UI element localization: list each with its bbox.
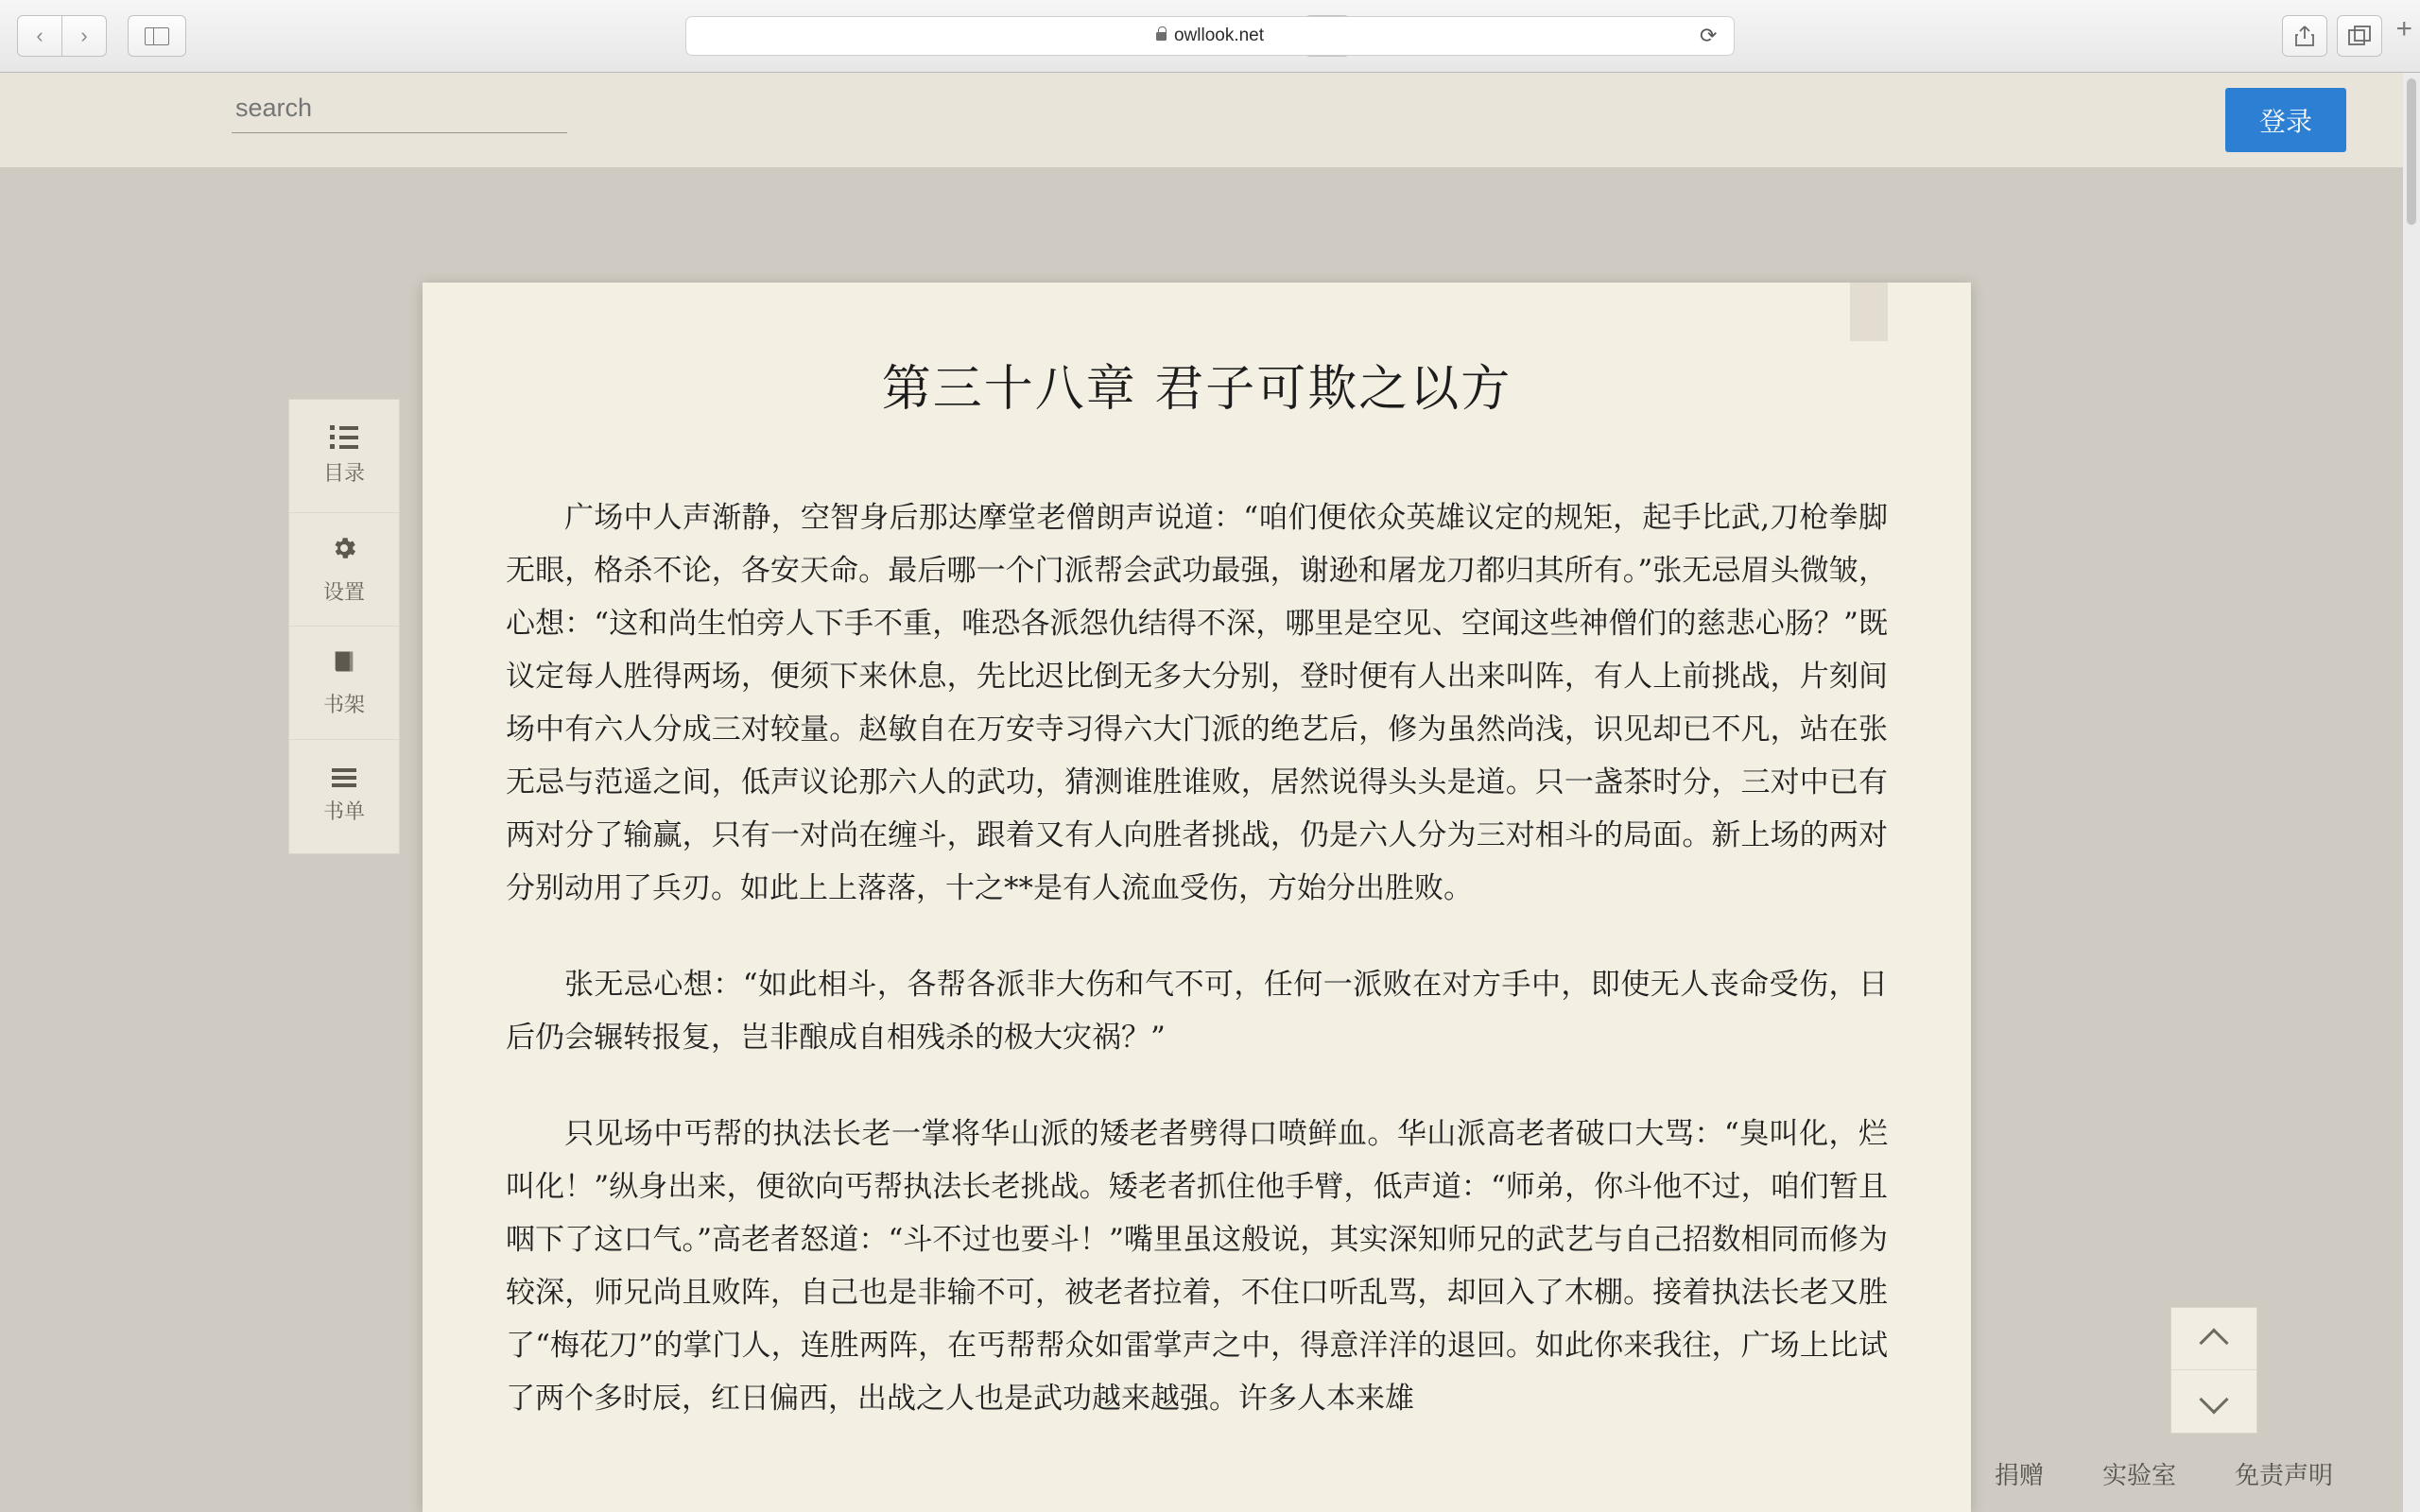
tool-item-catalog[interactable]: [289, 400, 399, 513]
book-icon: [331, 648, 357, 680]
new-tab-button[interactable]: +: [2395, 13, 2412, 44]
tabs-icon: [2348, 26, 2371, 46]
forward-button[interactable]: [61, 15, 107, 57]
back-button[interactable]: [17, 15, 62, 57]
sidebar-toggle-button[interactable]: [128, 15, 186, 57]
url-bar[interactable]: [685, 16, 1735, 56]
paragraph: 广场中人声渐静，空智身后那达摩堂老僧朗声说道：“咱们便依众英雄议定的规矩，起手比武,刀枪拳脚无眼，格杀不论，各安天命。最后哪一个门派帮会武功最强，谢逊和屠龙刀都归其所有。”张无忌眉头微皱，心想：“这和尚生怕旁人下手不重，唯恐各派怨仇结得不深，哪里是空见、空闻这些神僧们的慈悲心肠？”既议定每人胜得两场，便须下来休息，先比迟比倒无多大分别，登时便有人出来叫阵，有人上前挑战，片刻间场中有六人分成三对较量。赵敏自在万安寺习得六大门派的绝艺后，修为虽然尚浅，识见却已不凡，站在张无忌与范遥之间，低声议论那六人的武功，猜测谁胜谁败，居然说得头头是道。只一盏茶时分，三对中已有两对分了输赢，只有一对尚在缠斗，跟着又有人向胜者挑战，仍是六人分为三对相斗的局面。新上场的两对分别动用了兵刃。如此上上落落，十之**是有人流血受伤，方始分出胜败。: [506, 501, 1888, 905]
tool-item-settings-label: 设置: [322, 579, 365, 604]
site-footer: [0, 1435, 2420, 1512]
scroll-down-button[interactable]: [2171, 1370, 2256, 1433]
tab-overview-button[interactable]: [2337, 15, 2382, 57]
share-button[interactable]: [2282, 15, 2327, 57]
booklist-icon: [332, 768, 356, 787]
list-icon: [330, 425, 358, 449]
browser-toolbar: [0, 0, 2420, 73]
forward-icon: ›: [80, 24, 88, 47]
reader-tool-menu: [288, 399, 400, 854]
page-scrollbar[interactable]: [2403, 73, 2420, 1512]
chapter-body: [506, 491, 1888, 1425]
tool-item-catalog-label: 目录: [322, 461, 365, 485]
footer-link-lab[interactable]: 实验室: [2101, 1460, 2176, 1489]
scroll-up-button[interactable]: [2171, 1308, 2256, 1370]
tool-item-settings[interactable]: [289, 513, 399, 627]
toolbar-right-buttons: [2282, 15, 2382, 57]
chapter-title: 第三十八章 君子可欺之以方: [881, 361, 1512, 418]
web-page: [0, 73, 2420, 1512]
tool-item-bookshelf-label: 书架: [322, 692, 365, 716]
share-icon: [2294, 25, 2315, 47]
paragraph: 只见场中丐帮的执法长老一掌将华山派的矮老者劈得口喷鲜血。华山派高老者破口大骂：“臭叫化，烂叫化！”纵身出来，便欲向丐帮执法长老挑战。矮老者抓住他手臂，低声道：“师弟，你斗他不过，咱们暂且咽下了这口气。”高老者怒道：“斗不过也要斗！”嘴里虽这般说，其实深知师兄的武艺与自己招数相同而修为较深，师兄尚且败阵，自己也是非输不可，被老者拉着，不住口听乱骂，却回入了木棚。接着执法长老又胜了“梅花刀”的掌门人，连胜两阵，在丐帮帮众如雷掌声之中，得意洋洋的退回。如此你来我往，广场上比试了两个多时辰，红日偏西，出战之人也是武功越来越强。许多人本来雄: [506, 1117, 1888, 1416]
gear-icon: [330, 534, 358, 568]
tool-item-booklist-label: 书单: [322, 799, 365, 823]
chevron-up-icon: [2200, 1325, 2228, 1353]
reload-button[interactable]: ⟳: [1700, 24, 1718, 47]
navigation-buttons: [17, 15, 107, 57]
tool-item-bookshelf[interactable]: [289, 627, 399, 740]
login-button[interactable]: 登录: [2225, 88, 2346, 152]
scroll-controls: [2170, 1307, 2257, 1434]
reader-content-panel: [423, 283, 1971, 1512]
chevron-down-icon: [2200, 1387, 2228, 1416]
footer-link-donate[interactable]: 捐赠: [1994, 1460, 2044, 1489]
page-scrollbar-thumb[interactable]: [2407, 78, 2416, 225]
address-bar-container: [685, 16, 1735, 56]
paragraph: 张无忌心想：“如此相斗，各帮各派非大伤和气不可，任何一派败在对方手中，即使无人丧命受伤，日后仍会辗转报复，岂非酿成自相残杀的极大灾祸？”: [506, 968, 1888, 1055]
footer-link-disclaimer[interactable]: 免责声明: [2234, 1460, 2333, 1489]
back-icon: ‹: [36, 24, 43, 47]
url-text: owllook.net: [1173, 26, 1265, 45]
sidebar-icon: [145, 27, 169, 45]
bookmark-ribbon[interactable]: [1850, 283, 1888, 341]
lock-icon: [1156, 32, 1167, 41]
site-header: [0, 73, 2420, 167]
search-input[interactable]: [232, 90, 567, 133]
tool-item-booklist[interactable]: [289, 740, 399, 853]
